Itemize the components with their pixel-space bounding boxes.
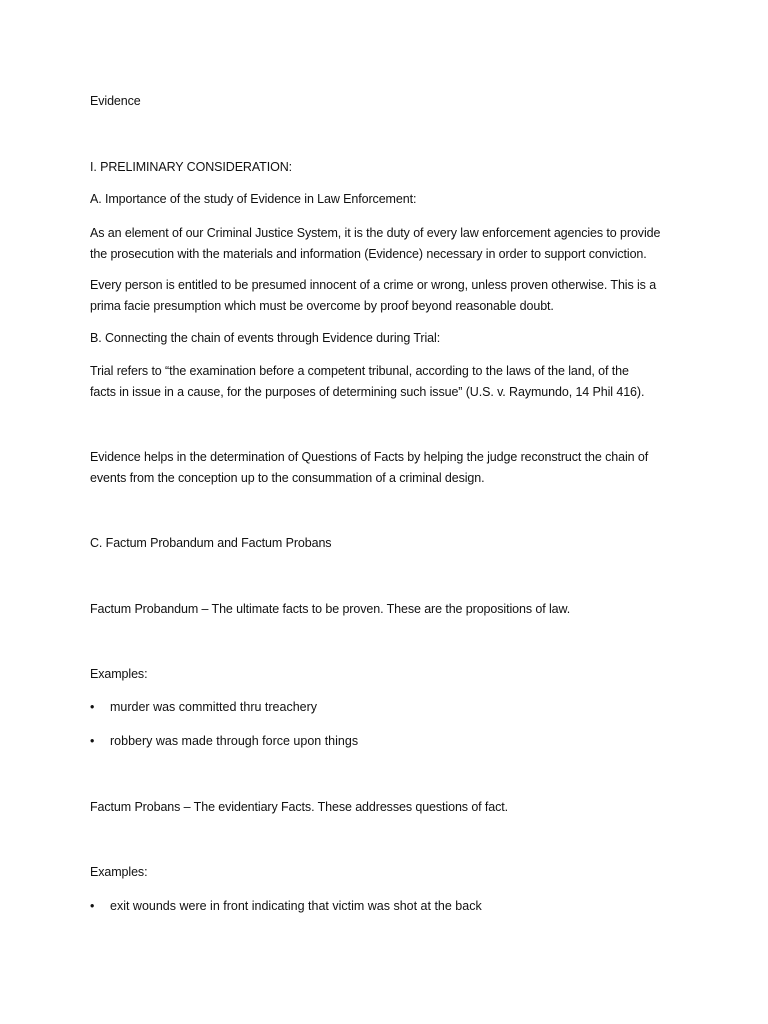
list-item: [90, 896, 690, 917]
list-item: [90, 731, 690, 752]
list-item-text: murder was committed thru treachery: [110, 700, 318, 714]
examples-label-2: Examples:: [90, 865, 148, 879]
list-item-text: exit wounds were in front indicating that victim was shot at the back: [110, 899, 482, 913]
paragraph-4-line-1: Evidence helps in the determination of Questions of Facts by helping the judge reconstruct the chain of: [90, 450, 649, 464]
paragraph-3-line-1: Trial refers to “the examination before a competent tribunal, according to the laws of the land, of the: [90, 364, 629, 378]
paragraph-4-line-2: events from the conception up to the consummation of a criminal design.: [90, 471, 485, 485]
paragraph-3-line-2: facts in issue in a cause, for the purposes of determining such issue” (U.S. v. Raymundo, 14 Phil 416).: [90, 385, 645, 399]
paragraph-1-line-2: the prosecution with the materials and information (Evidence) necessary in order to support conviction.: [90, 247, 647, 261]
subheading-b: B. Connecting the chain of events through Evidence during Trial:: [90, 331, 441, 345]
factum-probandum-definition: Factum Probandum – The ultimate facts to be proven. These are the propositions of law.: [90, 602, 571, 616]
section-heading-preliminary: I. PRELIMINARY CONSIDERATION:: [90, 160, 293, 174]
list-item-text: robbery was made through force upon things: [110, 734, 359, 748]
paragraph-2-line-1: Every person is entitled to be presumed innocent of a crime or wrong, unless proven otherwise. This is a: [90, 278, 657, 292]
bullet-icon: •: [90, 700, 95, 714]
list-item: [90, 697, 690, 718]
bullet-icon: •: [90, 734, 95, 748]
examples-label-1: Examples:: [90, 667, 148, 681]
factum-probans-definition: Factum Probans – The evidentiary Facts. These addresses questions of fact.: [90, 800, 509, 814]
paragraph-1-line-1: As an element of our Criminal Justice System, it is the duty of every law enforcement agencies to provide: [90, 226, 661, 240]
bullet-icon: •: [90, 899, 95, 913]
paragraph-2-line-2: prima facie presumption which must be overcome by proof beyond reasonable doubt.: [90, 299, 554, 313]
subheading-c: C. Factum Probandum and Factum Probans: [90, 536, 332, 550]
document-title: Evidence: [90, 94, 141, 108]
subheading-a: A. Importance of the study of Evidence in Law Enforcement:: [90, 192, 417, 206]
